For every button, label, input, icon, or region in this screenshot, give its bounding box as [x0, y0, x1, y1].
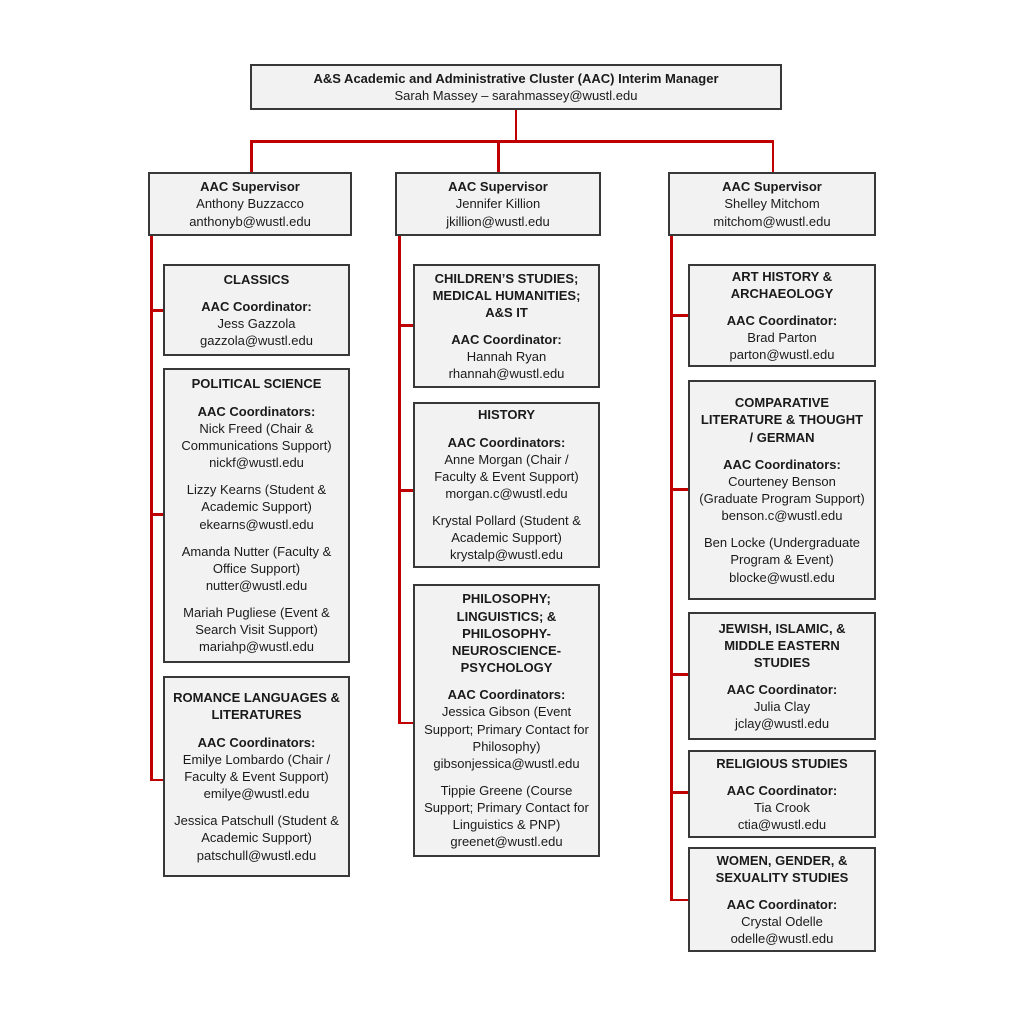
coordinator-label: AAC Coordinators:: [447, 434, 566, 450]
coordinator-entry: [698, 534, 866, 585]
department-title: CLASSICS: [223, 271, 290, 287]
coordinator-name: Anne Morgan (Chair / Faculty & Event Support): [434, 451, 579, 484]
manager-contact: Sarah Massey – sarahmassey@wustl.edu: [394, 88, 638, 103]
connector-line: [515, 110, 518, 142]
coordinator-name: Ben Locke (Undergraduate Program & Event): [703, 535, 861, 568]
coordinator-entry: [731, 913, 834, 947]
coordinator-name: Mariah Pugliese (Event & Search Visit Support): [183, 605, 330, 638]
coordinator-entry: [423, 512, 590, 563]
coordinator-entry: [423, 703, 590, 772]
supervisor-name: Shelley Mitchom: [724, 196, 820, 212]
department-title: RELIGIOUS STUDIES: [716, 755, 848, 771]
coordinator-email: greenet@wustl.edu: [450, 834, 563, 850]
coordinator-name: Emilye Lombardo (Chair / Faculty & Event Support): [182, 751, 331, 784]
manager-box: [250, 64, 782, 110]
department-box-romance-languages: [163, 676, 350, 877]
coordinator-name: Julia Clay: [753, 699, 811, 715]
coordinator-entry: [173, 481, 340, 532]
supervisor-name: Anthony Buzzacco: [196, 196, 304, 212]
connector-line: [398, 236, 401, 724]
coordinator-email: rhannah@wustl.edu: [448, 366, 565, 382]
connector-line: [398, 324, 413, 327]
coordinator-label: AAC Coordinator:: [726, 782, 838, 798]
department-title: POLITICAL SCIENCE: [191, 376, 322, 392]
supervisor-email: anthonyb@wustl.edu: [189, 213, 311, 229]
department-box-art-history: [688, 264, 876, 367]
department-title: ROMANCE LANGUAGES & LITERATURES: [173, 690, 340, 723]
coordinator-email: parton@wustl.edu: [729, 347, 835, 363]
coordinator-name: Krystal Pollard (Student & Academic Support): [432, 513, 581, 546]
coordinator-name: Nick Freed (Chair & Communications Support): [181, 420, 332, 453]
coordinator-name: Jessica Gibson (Event Support; Primary Contact for Philosophy): [424, 704, 589, 754]
coordinator-label: AAC Coordinators:: [197, 734, 316, 750]
coordinator-entry: [423, 451, 590, 502]
coordinator-email: morgan.c@wustl.edu: [445, 486, 568, 501]
supervisor-title: AAC Supervisor: [448, 179, 548, 195]
connector-line: [150, 779, 163, 782]
coordinator-email: nickf@wustl.edu: [209, 455, 304, 471]
supervisor-box-mitchom: [668, 172, 876, 236]
connector-line: [150, 236, 153, 781]
coordinator-label: AAC Coordinators:: [723, 456, 841, 472]
coordinator-name: Brad Parton: [747, 330, 817, 346]
coordinator-entry: [173, 420, 340, 471]
coordinator-entry: [423, 782, 590, 851]
department-box-history: [413, 402, 600, 568]
connector-line: [398, 489, 413, 492]
connector-line: [670, 488, 688, 491]
connector-line: [670, 899, 688, 902]
connector-line: [670, 314, 688, 317]
coordinator-entry: [173, 751, 340, 802]
coordinator-entry: [698, 473, 866, 524]
department-box-religious-studies: [688, 750, 876, 838]
coordinator-entry: [730, 329, 835, 363]
connector-line: [250, 140, 774, 143]
coordinator-email: benson.c@wustl.edu: [721, 508, 843, 524]
department-title: JEWISH, ISLAMIC, & MIDDLE EASTERN STUDIES: [718, 620, 846, 670]
department-box-jewish-islamic-middle-eastern: [688, 612, 876, 740]
coordinator-email: blocke@wustl.edu: [729, 569, 835, 585]
supervisor-name: Jennifer Killion: [455, 196, 541, 212]
coordinator-name: Courteney Benson (Graduate Program Support): [699, 473, 865, 506]
supervisor-box-killion: [395, 172, 601, 236]
coordinator-name: Crystal Odelle: [741, 914, 823, 930]
department-title: CHILDREN’S STUDIES; MEDICAL HUMANITIES; A&S IT: [432, 270, 581, 320]
coordinator-entry: [173, 543, 340, 594]
department-title: WOMEN, GENDER, & SEXUALITY STUDIES: [715, 852, 849, 885]
coordinator-email: odelle@wustl.edu: [730, 931, 834, 947]
coordinator-entry: [738, 799, 826, 833]
supervisor-title: AAC Supervisor: [200, 179, 300, 195]
coordinator-name: Tia Crook: [754, 800, 810, 815]
department-box-philosophy-linguistics-pnp: [413, 584, 600, 857]
department-title: HISTORY: [477, 407, 536, 423]
coordinator-name: Lizzy Kearns (Student & Academic Support): [186, 482, 327, 515]
department-box-childrens-studies: [413, 264, 600, 388]
coordinator-name: Hannah Ryan: [466, 349, 547, 365]
department-box-classics: [163, 264, 350, 356]
coordinator-label: AAC Coordinator:: [201, 298, 312, 314]
coordinator-email: jclay@wustl.edu: [734, 716, 830, 732]
coordinator-entry: [200, 315, 313, 349]
coordinator-email: ekearns@wustl.edu: [199, 516, 314, 532]
department-title: ART HISTORY & ARCHAEOLOGY: [730, 268, 834, 301]
coordinator-email: patschull@wustl.edu: [196, 847, 317, 863]
coordinator-label: AAC Coordinator:: [726, 896, 838, 912]
connector-line: [150, 513, 163, 516]
connector-line: [398, 722, 413, 725]
coordinator-email: ctia@wustl.edu: [737, 817, 827, 833]
coordinator-email: gazzola@wustl.edu: [200, 333, 313, 349]
connector-line: [772, 140, 775, 172]
coordinator-entry: [735, 698, 829, 732]
coordinator-name: Tippie Greene (Course Support; Primary Contact for Linguistics & PNP): [424, 782, 589, 833]
coordinator-name: Jess Gazzola: [217, 316, 296, 331]
coordinator-name: Jessica Patschull (Student & Academic Support): [174, 813, 339, 846]
coordinator-entry: [173, 604, 340, 655]
connector-line: [250, 140, 253, 172]
connector-line: [150, 309, 163, 312]
coordinator-label: AAC Coordinators:: [197, 403, 316, 419]
coordinator-entry: [449, 348, 565, 382]
supervisor-title: AAC Supervisor: [722, 179, 822, 195]
coordinator-email: mariahp@wustl.edu: [198, 639, 315, 655]
coordinator-email: nutter@wustl.edu: [205, 577, 308, 593]
coordinator-email: krystalp@wustl.edu: [450, 547, 563, 563]
coordinator-label: AAC Coordinator:: [726, 312, 838, 328]
department-title: PHILOSOPHY; LINGUISTICS; & PHILOSOPHY-NEUROSCIENCE-PSYCHOLOGY: [451, 591, 562, 676]
coordinator-email: emilye@wustl.edu: [203, 786, 310, 802]
department-box-comparative-literature-german: [688, 380, 876, 600]
supervisor-email: mitchom@wustl.edu: [713, 213, 831, 229]
coordinator-label: AAC Coordinator:: [726, 682, 838, 697]
manager-title: A&S Academic and Administrative Cluster (AAC) Interim Manager: [313, 70, 719, 86]
connector-line: [497, 140, 500, 172]
department-box-political-science: [163, 368, 350, 663]
coordinator-label: AAC Coordinators:: [447, 687, 566, 703]
connector-line: [670, 236, 673, 901]
connector-line: [670, 673, 688, 676]
supervisor-email: jkillion@wustl.edu: [446, 213, 550, 229]
connector-line: [670, 791, 688, 794]
department-title: COMPARATIVE LITERATURE & THOUGHT / GERMAN: [700, 395, 864, 445]
supervisor-box-buzzacco: [148, 172, 352, 236]
coordinator-email: gibsonjessica@wustl.edu: [433, 755, 580, 771]
coordinator-entry: [173, 812, 340, 863]
coordinator-label: AAC Coordinator:: [451, 332, 562, 347]
coordinator-name: Amanda Nutter (Faculty & Office Support): [181, 543, 332, 576]
department-box-women-gender-sexuality: [688, 847, 876, 952]
